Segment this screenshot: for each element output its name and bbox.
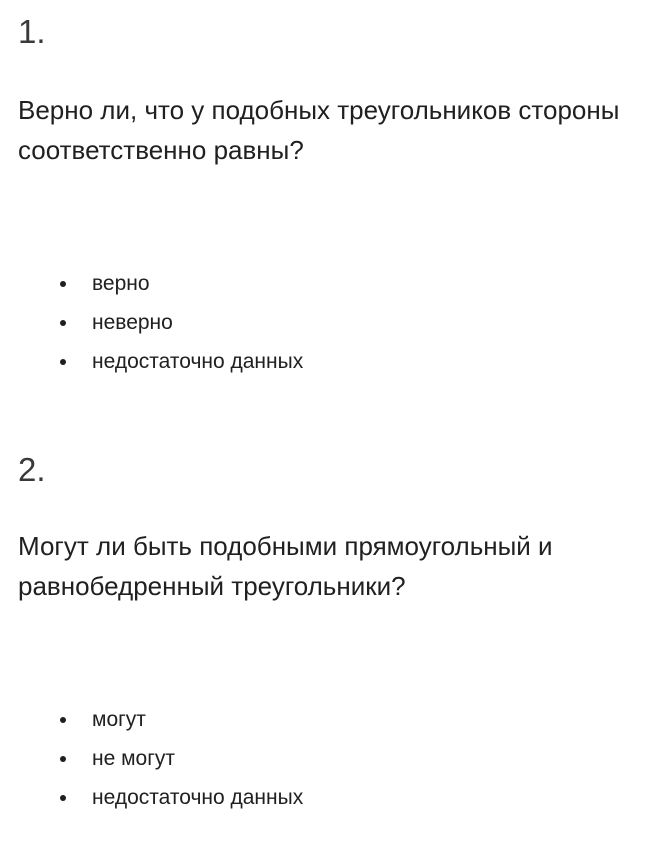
question-1 [18, 12, 648, 381]
answer-option[interactable] [18, 700, 648, 739]
answer-option[interactable] [18, 303, 648, 342]
answer-option-label: верно [92, 272, 150, 295]
question-number: 2. [18, 451, 46, 488]
bullet-icon [60, 756, 66, 762]
answer-option[interactable] [18, 342, 648, 381]
answer-option[interactable] [18, 778, 648, 817]
answer-options-list [18, 700, 648, 817]
answer-options-list [18, 264, 648, 381]
question-text: Верно ли, что у подобных треугольников стороны соответственно равны? [18, 95, 620, 165]
bullet-icon [60, 281, 66, 287]
answer-option-label: недостаточно данных [92, 350, 304, 373]
bullet-icon [60, 320, 66, 326]
answer-option-label: недостаточно данных [92, 786, 304, 809]
bullet-icon [60, 717, 66, 723]
bullet-icon [60, 795, 66, 801]
answer-option-label: неверно [92, 311, 173, 334]
question-text: Могут ли быть подобными прямоугольный и равнобедренный треугольники? [18, 531, 553, 601]
answer-option-label: могут [92, 708, 146, 731]
answer-option[interactable] [18, 739, 648, 778]
question-number: 1. [18, 13, 46, 50]
question-2 [18, 450, 648, 817]
bullet-icon [60, 359, 66, 365]
answer-option-label: не могут [92, 747, 176, 770]
answer-option[interactable] [18, 264, 648, 303]
